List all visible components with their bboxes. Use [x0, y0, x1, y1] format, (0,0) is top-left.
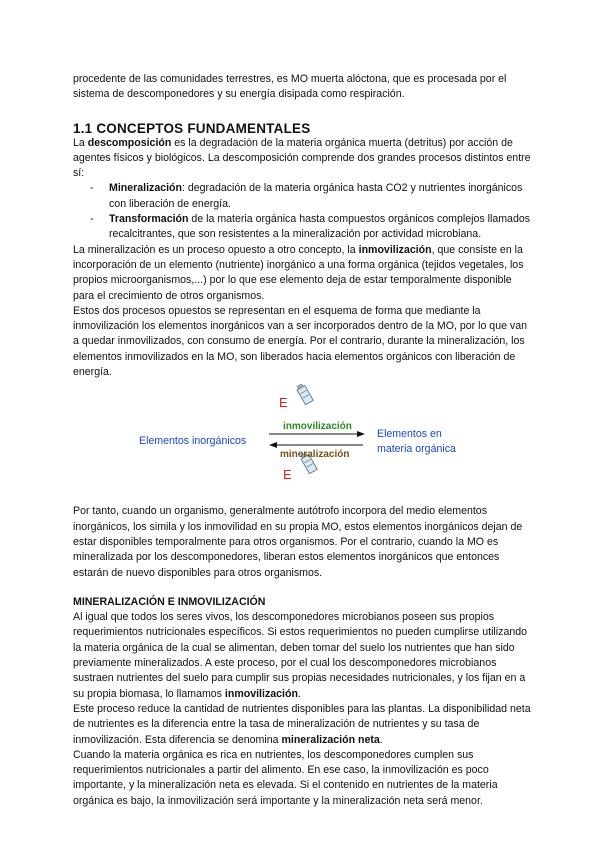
process-list — [73, 181, 533, 242]
subsection-heading: MINERALIZACIÓN E INMOVILIZACIÓN — [73, 595, 266, 608]
immobilization-paragraph: La mineralización es un proceso opuesto a otro concepto, la inmovilización, que consiste en la incorporación de un elemento (nutriente) inorgánico a una forma orgánica (tejidos vegetales, los propios microorganismos,...) por lo que ese elemento deja de estar temporalmente disponible para el crecimiento de otros organismos. — [73, 243, 524, 302]
bullet-dash: - — [90, 213, 94, 226]
energy-input-label: E — [279, 395, 288, 411]
energy-input-icon — [296, 384, 314, 405]
inmovilizacion-label: inmovilización — [283, 421, 352, 433]
energy-output-label: E — [283, 467, 292, 483]
process-diagram — [73, 384, 533, 502]
term-inmovilizacion-2: inmovilización — [224, 687, 298, 700]
summary-paragraph: Por tanto, cuando un organismo, generalmente autótrofo incorpora del medio elementos inorgánicos, los simila y los inmovilidad en su propia MO, estos elementos inorgánicos dejan de estar disponibles temporalmente para otros organismos. Por el contrario, cuando la MO es mineralizada por los descomponedores, liberan estos elementos inorgánicos que entonces estarán de nuevo disponibles para otros organismos. — [73, 505, 523, 579]
inorganic-elements-label: Elementos inorgánicos — [139, 435, 247, 448]
mineralizacion-label: mineralización — [280, 449, 350, 461]
bullet-dash: - — [90, 182, 94, 195]
intro-paragraph: procedente de las comunidades terrestres, es MO muerta alóctona, que es procesada por el sistema de descomponedores y su energía disipada como respiración. — [73, 73, 507, 101]
list-item: - Mineralización: degradación de la materia orgánica hasta CO2 y nutrientes inorgánicos con liberación de energía. — [90, 182, 523, 210]
inmovilizacion-arrowhead — [357, 431, 365, 437]
nutrient-content-paragraph: Cuando la materia orgánica es rica en nutrientes, los descomponedores cumplen sus requerimientos nutricionales a partir del alimento. En ese caso, la inmovilización es poco importante, y la mineralización neta es elevada. Si el contenido en nutrientes de la materia orgánica es bajo, la inmovilización será importante y la mineralización neta será menor. — [73, 748, 498, 807]
mineralizacion-arrowhead — [269, 442, 277, 448]
term-transformacion: Transformación — [109, 213, 189, 226]
list-item: - Transformación de la materia orgánica hasta compuestos orgánicos complejos llamados recalcitrantes, que son resistentes a la mineralización por actividad microbiana. — [90, 213, 531, 241]
net-mineralization-paragraph: Este proceso reduce la cantidad de nutrientes disponibles para las plantas. La disponibilidad neta de nutrientes es la diferencia entre la tasa de mineralización de nutrientes y su tasa de inmovilización. Esta diferencia se denomina mineralización neta. — [73, 702, 531, 746]
term-mineralizacion: Mineralización — [109, 182, 182, 195]
term-mineralizacion-neta: mineralización neta — [281, 733, 380, 746]
decomposition-paragraph: La descomposición es la degradación de la materia orgánica muerta (detritus) por acción de agentes físicos y biológicos. La descomposición comprende dos grandes procesos distintos entre sí: — [73, 136, 531, 180]
document-page — [73, 72, 533, 809]
scheme-paragraph: Estos dos procesos opuestos se representan en el esquema de forma que mediante la inmovilización los elementos inorgánicos van a ser incorporados dentro de la MO, por lo que van a quedar inmovilizados, con consumo de energía. Por el contrario, durante la mineralización, los elementos inmovilizados en la MO, son liberados hacia elementos orgánicos con liberación de energía. — [73, 304, 528, 379]
requirements-paragraph: Al igual que todos los seres vivos, los descomponedores microbianos poseen sus propios requerimientos nutricionales específicos. Si estos requerimientos no pueden cumplirse utilizando la materia orgánica de la cual se alimentan, deben tomar del suelo los nutrientes que han sido previamente mineralizados. A este proceso, por el cual los descomponedores microbianos sustraen nutrientes del suelo para cumplir sus propias necesidades nutricionales, y los fijan en a su propia biomasa, lo llamamos inmovilización. — [73, 611, 528, 700]
section-heading: 1.1 CONCEPTOS FUNDAMENTALES — [73, 120, 311, 136]
term-descomposicion: descomposición — [87, 136, 172, 149]
term-inmovilizacion: inmovilización — [358, 243, 432, 256]
organic-matter-label: Elementos en materia orgánica — [377, 428, 456, 456]
